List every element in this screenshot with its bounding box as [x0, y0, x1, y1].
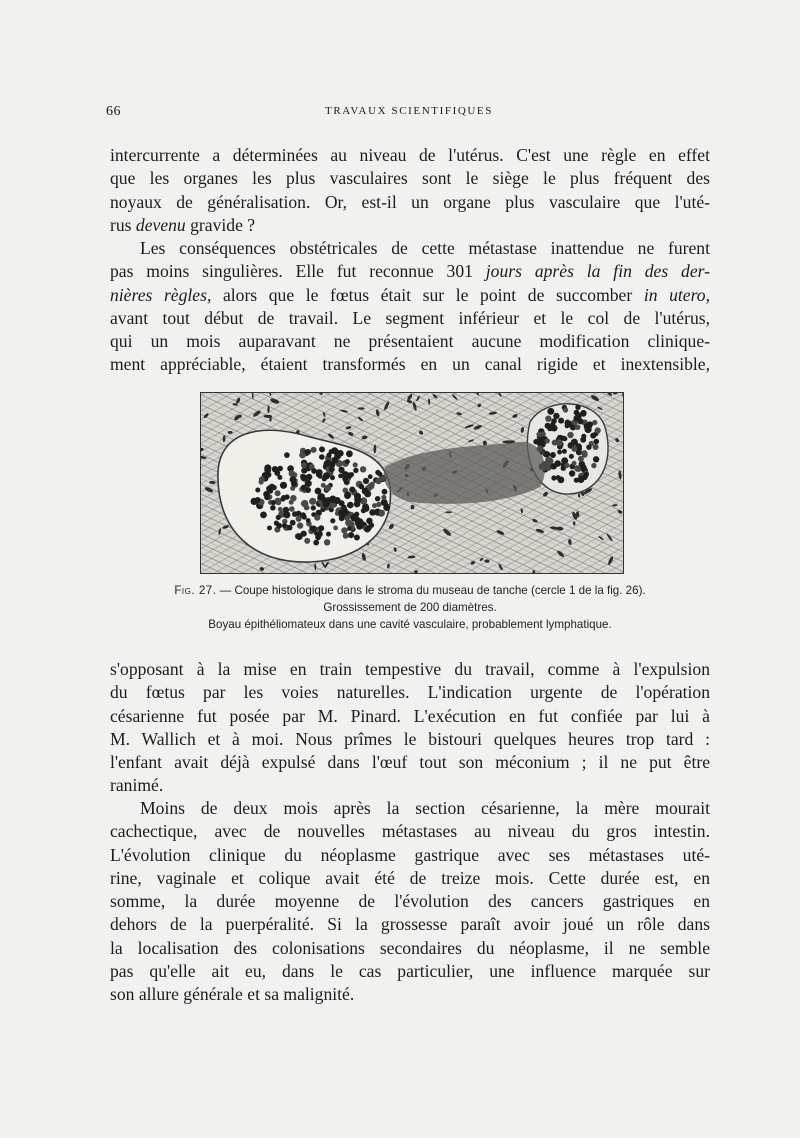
- text-line: somme, la durée moyenne de l'évolution des cancers gastriques en: [110, 891, 710, 912]
- text-line: pas qu'elle ait eu, dans le cas particulier, une influence marquée sur: [110, 961, 710, 982]
- tumor-cell: [591, 463, 596, 468]
- tumor-cell: [353, 462, 358, 467]
- tumor-cell: [267, 526, 272, 531]
- tumor-cell: [543, 451, 550, 458]
- tumor-cell: [311, 468, 317, 474]
- text-line: ment appréciable, étaient transformés en un canal rigide et inextensible,: [110, 354, 710, 375]
- text-line: que les organes les plus vasculaires sont le siège le plus fréquent des: [110, 168, 710, 189]
- tumor-cell: [582, 475, 588, 481]
- tumor-cell: [319, 446, 325, 452]
- tumor-cell: [309, 526, 314, 531]
- tumor-cell: [274, 470, 280, 476]
- text-line: cachectique, avec de nouvelles métastases au niveau du gros intestin.: [110, 821, 710, 842]
- text-line: intercurrente a déterminées au niveau de l'utérus. C'est une règle en effet: [110, 145, 710, 165]
- tumor-cell: [280, 482, 287, 489]
- tumor-cell: [590, 433, 596, 439]
- tumor-cell: [325, 485, 332, 492]
- tumor-cell: [304, 538, 310, 544]
- tumor-cell: [368, 474, 373, 479]
- tumor-cell: [574, 465, 581, 472]
- text-line: M. Wallich et à moi. Nous prîmes le bistouri quelques heures trop tard :: [110, 728, 710, 749]
- tumor-cell: [324, 539, 330, 545]
- tumor-cell: [537, 446, 544, 453]
- tumor-cell: [283, 511, 290, 518]
- tumor-cell: [296, 533, 303, 540]
- tumor-cell: [355, 520, 362, 527]
- tumor-cell: [318, 525, 324, 531]
- tumor-cell: [545, 423, 551, 429]
- tumor-cell: [354, 496, 361, 503]
- tumor-cell: [584, 423, 591, 430]
- tumor-cell: [375, 470, 380, 475]
- tumor-cell: [551, 463, 557, 469]
- text-line: la localisation des colonisations secondaires du néoplasme, il ne semble: [110, 937, 710, 958]
- tumor-cell: [299, 452, 306, 459]
- running-head: [106, 104, 712, 126]
- tumor-cell: [314, 515, 320, 521]
- text-line: nières règles, alors que le fœtus était sur le point de succomber in utero,: [110, 284, 710, 305]
- tumor-cell: [301, 468, 307, 474]
- tumor-cell: [545, 438, 550, 443]
- paragraph-outcome: [110, 797, 710, 1007]
- tumor-cell: [567, 432, 573, 438]
- tumor-cell: [572, 461, 577, 466]
- tumor-cell: [376, 502, 381, 507]
- tumor-cell: [322, 476, 327, 481]
- tumor-cell: [347, 502, 354, 509]
- tumor-cell: [344, 515, 350, 521]
- tumor-cell: [594, 439, 600, 445]
- tumor-cell: [274, 521, 279, 526]
- tumor-cell: [586, 445, 591, 450]
- text-line: du fœtus par les voies naturelles. L'indication urgente de l'opération: [110, 682, 710, 703]
- tumor-cell: [342, 471, 349, 478]
- tumor-cell: [255, 488, 260, 493]
- tumor-cell: [375, 496, 380, 501]
- text-line: L'évolution clinique du néoplasme gastrique avec ses métastases uté-: [110, 844, 710, 865]
- tumor-cell: [329, 503, 335, 509]
- tumor-cell: [562, 449, 567, 454]
- tumor-cell: [575, 405, 580, 410]
- text-line: Moins de deux mois après la section césarienne, la mère mourait: [140, 798, 710, 818]
- tumor-cell: [306, 474, 312, 480]
- tumor-cell: [341, 505, 346, 510]
- tumor-cell: [354, 535, 360, 541]
- tumor-cell: [261, 512, 266, 517]
- tumor-cell: [292, 511, 298, 517]
- figure-label: Fig. 27.: [174, 584, 217, 597]
- text-line: dehors de la puerpéralité. Si la grossesse paraît avoir joué un rôle dans: [110, 914, 710, 935]
- tumor-cell: [306, 518, 311, 523]
- histology-micrograph-image: [200, 392, 624, 574]
- tumor-cell: [379, 510, 385, 516]
- tumor-cell: [595, 427, 601, 433]
- tumor-cell: [271, 500, 276, 505]
- tumor-cell: [569, 470, 575, 476]
- tumor-cell: [341, 527, 347, 533]
- tumor-cell: [346, 450, 353, 457]
- tumor-cell: [330, 475, 335, 480]
- tumor-cell: [343, 533, 349, 539]
- tumor-cell: [318, 474, 323, 479]
- tumor-cell: [545, 457, 552, 464]
- tumor-cell: [553, 413, 559, 419]
- tumor-cell: [275, 490, 281, 496]
- tumor-cell: [366, 518, 372, 524]
- tumor-cell: [330, 518, 335, 523]
- tumor-cell: [360, 466, 366, 472]
- text-line: noyaux de généralisation. Or, est-il un organe plus vasculaire que l'uté-: [110, 191, 710, 212]
- stroma-nucleus: [445, 511, 452, 513]
- tumor-cell: [575, 424, 581, 430]
- tumor-cell: [301, 485, 307, 491]
- tumor-cell: [284, 494, 289, 499]
- tumor-cell: [556, 475, 561, 480]
- tumor-cell: [264, 494, 270, 500]
- tumor-cell: [313, 540, 319, 546]
- text-line: avant tout début de travail. Le segment inférieur et le col de l'utérus,: [110, 307, 710, 328]
- text-line: ranimé.: [110, 775, 164, 796]
- tumor-cell: [349, 487, 355, 493]
- tumor-cell: [272, 485, 277, 490]
- tumor-cell: [550, 422, 555, 427]
- tumor-cell: [563, 407, 568, 412]
- tumor-cell: [574, 478, 579, 483]
- tumor-cell: [259, 476, 265, 482]
- tumor-cell: [309, 498, 316, 505]
- tumor-cell: [582, 452, 588, 458]
- text-line: s'opposant à la mise en train tempestive du travail, comme à l'expulsion: [110, 659, 710, 679]
- text-line: rus devenu gravide ?: [110, 214, 256, 235]
- text-line: qui un mois auparavant ne présentaient aucune modification clinique-: [110, 331, 710, 352]
- tumor-cell: [337, 450, 344, 457]
- tumor-cell: [550, 452, 556, 458]
- tumor-cell: [323, 501, 330, 508]
- tumor-cell: [556, 439, 563, 446]
- tumor-cell: [289, 470, 296, 477]
- tumor-cell: [541, 465, 547, 471]
- text-line: pas moins singulières. Elle fut reconnue 301 jours après la fin des der-: [110, 261, 710, 282]
- page-number: 66: [106, 104, 121, 119]
- tumor-cell: [300, 512, 306, 518]
- tumor-cell: [577, 413, 582, 418]
- tumor-cell: [348, 532, 354, 538]
- tumor-cell: [593, 444, 599, 450]
- tumor-cell: [324, 460, 330, 466]
- caption-line: Fig. 27. — Coupe histologique dans le stroma du museau de tanche (cercle 1 de la fig. 26).: [174, 584, 646, 597]
- paragraph-continuation: [110, 144, 710, 237]
- tumor-cell: [569, 454, 574, 459]
- tumor-cell: [264, 464, 271, 471]
- text-line: son allure générale et sa malignité.: [110, 984, 355, 1005]
- tumor-cell: [255, 497, 261, 503]
- tumor-cell: [319, 454, 325, 460]
- tumor-cell: [297, 522, 303, 528]
- tumor-cell: [353, 468, 358, 473]
- tumor-cell: [311, 505, 316, 510]
- tumor-cell: [282, 523, 287, 528]
- tumor-cell: [311, 447, 317, 453]
- tumor-cell: [558, 418, 564, 424]
- tumor-cell: [354, 512, 359, 517]
- tumor-cell: [287, 525, 293, 531]
- tumor-cell: [571, 446, 577, 452]
- tumor-cell: [344, 491, 351, 498]
- tumor-cell: [345, 459, 350, 464]
- tumor-cell: [301, 500, 308, 507]
- tumor-cell: [363, 478, 369, 484]
- tumor-cell: [347, 526, 352, 531]
- tumor-cell: [381, 495, 386, 500]
- tumor-cell: [366, 525, 372, 531]
- tumor-cell: [370, 482, 375, 487]
- tumor-cell: [565, 421, 570, 426]
- tumor-cell: [289, 506, 295, 512]
- figure-caption: [110, 582, 710, 633]
- tumor-cell: [331, 447, 338, 454]
- tumor-cell: [284, 452, 290, 458]
- text-line: l'enfant avait déjà expulsé dans l'œuf tout son méconium ; il ne put être: [110, 752, 710, 773]
- tumor-cell: [541, 432, 546, 437]
- tumor-cell: [375, 478, 382, 485]
- tumor-cell: [276, 500, 282, 506]
- tumor-cell: [315, 534, 321, 540]
- tumor-cell: [363, 505, 370, 512]
- tumor-cell: [300, 474, 305, 479]
- tumor-cell: [383, 504, 390, 511]
- caption-line: Grossissement de 200 diamètres.: [323, 601, 497, 614]
- tumor-cell: [290, 520, 296, 526]
- tumor-cell: [545, 416, 551, 422]
- tumor-cell: [291, 481, 297, 487]
- tumor-cell: [333, 526, 338, 531]
- tumor-cell: [547, 408, 554, 415]
- caption-line: Boyau épithéliomateux dans une cavité vasculaire, probablement lymphatique.: [208, 618, 612, 631]
- text-line: rine, vaginale et colique avait été de treize mois. Cette durée est, en: [110, 867, 710, 888]
- tumor-cell: [581, 434, 586, 439]
- tumor-cell: [326, 532, 331, 537]
- paragraph-obstetrical-consequences: [110, 237, 710, 377]
- histology-figure: [200, 392, 624, 574]
- tumor-cell: [557, 450, 562, 455]
- tumor-cell: [289, 500, 294, 505]
- tumor-cell: [564, 463, 569, 468]
- tumor-cell: [593, 456, 599, 462]
- tumor-cell: [362, 488, 369, 495]
- tumor-cell: [533, 439, 539, 445]
- tumor-cell: [301, 462, 307, 468]
- tumor-cell: [382, 489, 388, 495]
- paragraph-cesarean: [110, 658, 710, 798]
- tumor-cell: [270, 505, 276, 511]
- tumor-cell: [276, 515, 281, 520]
- text-line: césarienne fut posée par M. Pinard. L'exécution en fut confiée par lui à: [110, 705, 710, 726]
- running-title: TRAVAUX SCIENTIFIQUES: [325, 105, 493, 117]
- text-line: Les conséquences obstétricales de cette métastase inattendue ne furent: [140, 238, 710, 258]
